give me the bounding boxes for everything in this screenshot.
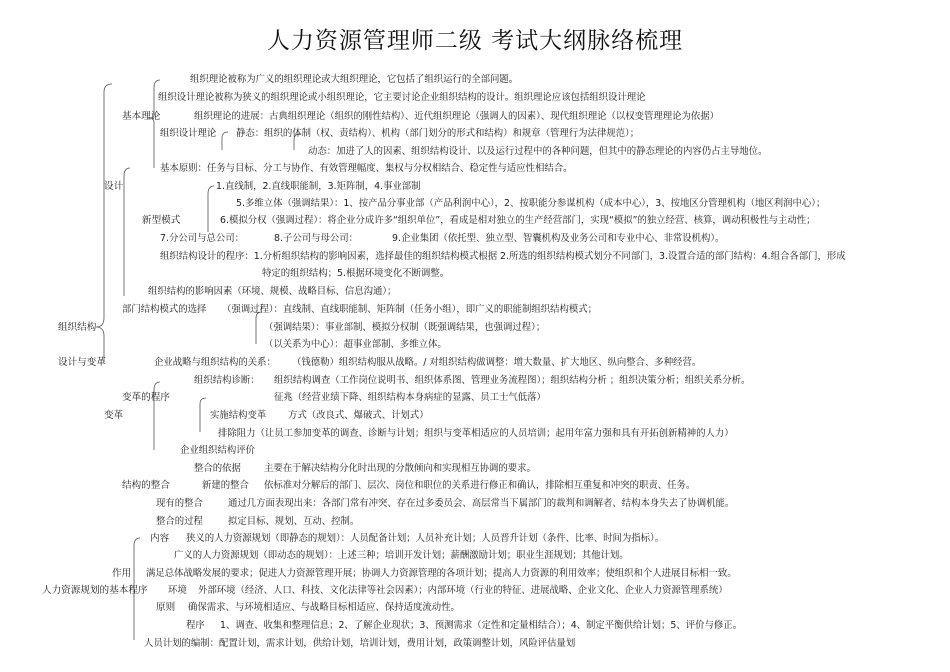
branch-sheji [124, 168, 130, 296]
text-line: 狭义的人力资源规划（即静态的规划）：人员配备计划；人员补充计划；人员晋升计划（条件、比率、时间为指标）。 [186, 533, 665, 544]
text-line: 人员计划的编制：配置计划，需求计划，供给计划，培训计划，费用计划，政策调整计划，风险评估量划 [144, 638, 576, 649]
text-line: 基本原则：任务与目标、分工与协作、有效管理幅度、集权与分权相结合、稳定性与适应性相结合。 [160, 163, 573, 174]
text-line: （钱德勒）组织结构服从战略。/ 对组织结构做调整：增大数量、扩大地区、纵向整合、多种经营。 [292, 357, 702, 368]
text-line: 特定的组织结构；5.根据环境变化不断调整。 [262, 268, 450, 279]
page-title: 人力资源管理师二级 考试大纲脉络梳理 [266, 28, 684, 54]
text-line: 6.模拟分权（强调过程）：将企业分成许多“组织单位”，看成是相对独立的生产经营部门，实现“模拟”的独立经营、核算，调动积极性与主动性； [220, 215, 816, 226]
node-jiben-lilun: 基本理论 [122, 111, 161, 122]
text-line: 静态：组织的体制（权、责结构）、机构（部门划分的形式和结构）和规章（管理行为法律规范）； [236, 128, 640, 139]
text-line: 整合的过程 [156, 516, 203, 527]
text-line: 组织结构设计的程序：1.分析组织结构的影响因素，选择最佳的组织结构模式根据 2.所选的组织结构模式划分不同部门，3.设置合适的部门结构：4.组合各部门，形成 [160, 251, 846, 262]
text-line: 组织理论被称为广义的组织理论或大组织理论，它包括了组织运行的全部问题。 [190, 74, 519, 85]
text-line: 满足总体战略发展的要求；促进人力资源管理开展；协调人力资源管理的各项计划；提高人力资源的利用效率；使组织和个人进展目标相一致。 [146, 568, 737, 579]
text-line: 实施结构变革 [210, 410, 267, 421]
text-line: 9.企业集团（依托型、独立型、智囊机构及业务公司和专业中心、非常设机构）。 [392, 233, 725, 244]
text-line: 现有的整合 [156, 498, 203, 509]
branch-chengxu [200, 398, 206, 432]
text-line: 外部环境（经济、人口、科技、文化法律等社会因素）；内部环境（行业的特征、进展战略、企业文化、企业人力资源管理系统） [198, 585, 728, 596]
text-line: 企业战略与组织结构的关系： [154, 357, 276, 368]
node-xinxing-moshi: 新型模式 [142, 215, 181, 226]
text-line: 7.分公司与总公司： [160, 233, 244, 244]
text-line: 组织设计理论被称为狭义的组织理论或小组织理论，它主要讨论企业组织结构的设计。组织理论应该包括组织设计理论 [158, 92, 646, 103]
text-line: 组织设计理论 [160, 128, 217, 139]
text-line: 新建的整合 [202, 480, 249, 491]
text-line: 组织结构的影响因素（环境、规模、战略目标、信息沟通）； [148, 286, 397, 297]
node-neirong: 内容 [150, 533, 170, 544]
text-line: （强调结果）：事业部制、模拟分权制（既强调结果，也强调过程）； [264, 322, 546, 333]
text-line: （强调过程）：直线制、直线职能制、矩阵制（任务小组），即广义的职能制组织结构模式； [222, 304, 597, 315]
text-line: 拟定目标、规划、互动、控制。 [228, 516, 360, 527]
text-line: 整合的依据 [194, 463, 241, 474]
node-zuzhi-jiegou: 组织结构 [58, 322, 97, 333]
text-line: 组织理论的进展：古典组织理论（组织的刚性结构）、近代组织理论（强调人的因素）、现代组织理论（以权变管理理论为依据） [194, 111, 719, 122]
text-line: 确保需求、与环境相适应、与战略目标相适应、保持适度流动性。 [188, 602, 460, 613]
text-line: 方式（改良式、爆破式、计划式） [288, 410, 429, 421]
text-line: 程序 [186, 620, 205, 631]
text-line: 主要在于解决结构分化时出现的分散倾向和实现相互协调的要求。 [264, 463, 536, 474]
text-line: 8.子公司与母公司： [274, 233, 358, 244]
text-line: （以关系为中心）：超事业部制、多维立体。 [264, 339, 447, 350]
node-jiegou-zhenghe: 结构的整合 [122, 480, 170, 491]
text-line: 环境 [168, 585, 187, 596]
node-hr-guihua: 人力资源规划的基本程序 [42, 585, 148, 596]
text-line: 1、调查、收集和整理信息；2、了解企业现状；3、预测需求（定性和定量相结合）；4、制定平衡供给计划；5、评价与修正。 [220, 620, 743, 631]
text-line: 5.多维立体（强调结果）：1、按产品分事业部（产品利润中心），2、按职能分参谋机构（成本中心），3、按地区分管理机构（地区利润中心）； [236, 198, 826, 209]
text-line: 组织结构调查（工作岗位说明书、组织体系图、管理业务流程图）；组织结构分析 ；组织决策分析；组织关系分析。 [274, 375, 751, 386]
branch-sheji-lilun [222, 132, 228, 150]
node-biange-chengxu: 变革的程序 [122, 392, 170, 403]
node-biange: 变革 [104, 410, 124, 421]
text-line: 1.直线制，2.直线职能制，3.矩阵制，4.事业部制 [216, 181, 421, 192]
text-line: 部门结构模式的选择 [122, 304, 207, 315]
node-zuoyong: 作用 [112, 568, 132, 579]
branch-zuzhi-jiegou [96, 84, 112, 362]
text-line: 依标准对分解后的部门、层次、岗位和职位的关系进行修正和确认，排除相互重复和冲突的职责、任务。 [264, 480, 696, 491]
text-line: 企业组织结构评价 [180, 445, 256, 456]
text-line: 动态：加进了人的因素、组织结构设计、以及运行过程中的各种问题，但其中的静态理论的内容仍占主导地位。 [308, 146, 768, 157]
node-sheji-yu-biange: 设计与变革 [58, 357, 106, 368]
branch-bumen [256, 312, 262, 344]
text-line: 广义的人力资源规划（即动态的规划）：上述三种；培训开发计划；薪酬激励计划；职业生涯规划；其他计划。 [174, 550, 629, 561]
text-line: 征兆（经营业绩下降、组织结构本身病症的显露、员工士气低落） [274, 392, 546, 403]
branch-xinxing [208, 186, 214, 232]
text-line: 通过几方面表现出来：各部门常有冲突、存在过多委员会、高层常当下属部门的裁判和调解者、结构本身失去了协调机能。 [228, 498, 735, 509]
text-line: 组织结构诊断： [194, 375, 260, 386]
node-sheji: 设计 [104, 181, 124, 192]
node-yuanze: 原则 [156, 602, 176, 613]
text-line: 排除阻力（让员工参加变革的调查、诊断与计划；组织与变革相适应的人员培训；起用年富力强和具有开拓创新精神的人力） [218, 428, 734, 439]
